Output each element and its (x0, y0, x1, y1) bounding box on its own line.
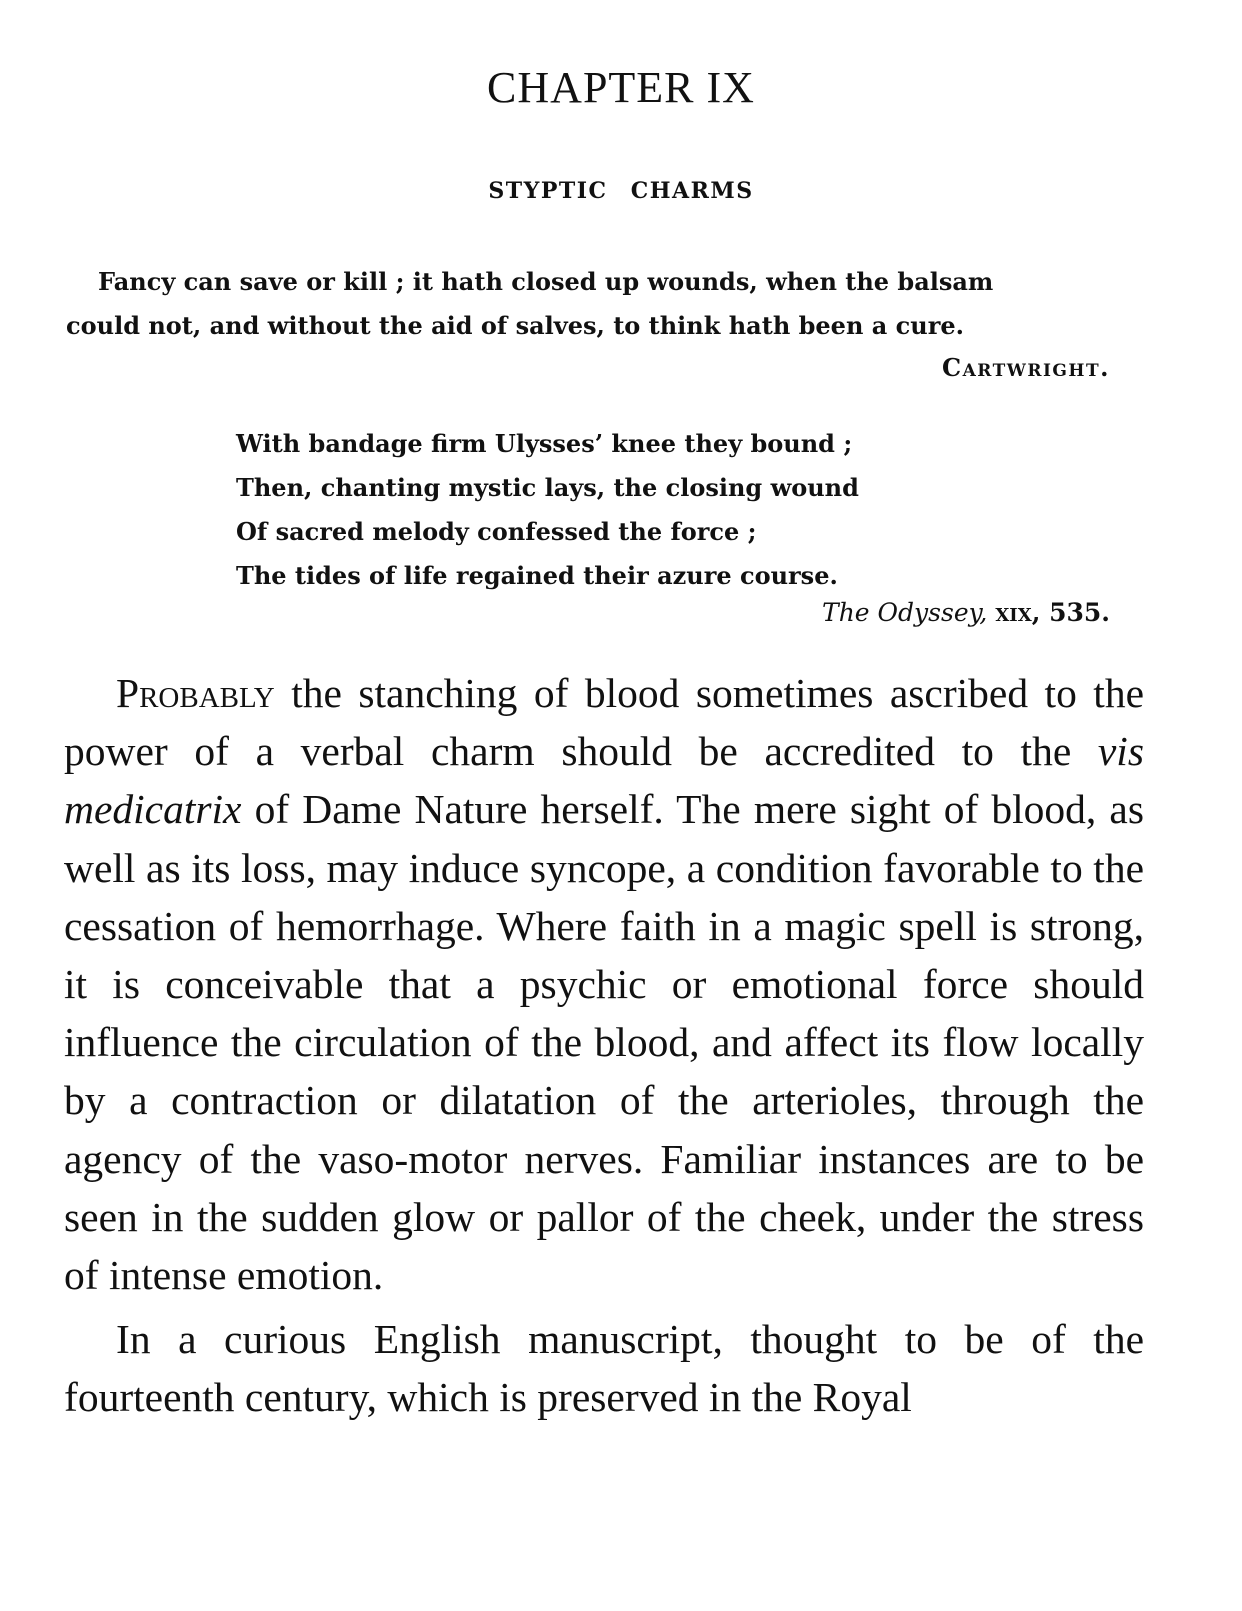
verse-epigraph-attribution (822, 598, 1110, 627)
attribution-work-title: The Odyssey, (822, 598, 988, 627)
body-text (64, 664, 1144, 1427)
prose-epigraph-attribution: Cartwright. (941, 353, 1110, 382)
verse-line: Then, chanting mystic lays, the closing wound (236, 473, 859, 502)
paragraph-1-text-b: of Dame Nature herself. The mere sight of blood, as well as its loss, may induce syncope, a condition favorable to the cessation of hemorrhage. Where faith in a magic spell is strong, it is conceivable that a psychic or emotional force should influence the circulation of the blood, and affect its flow locally by a contraction or dilatation of the arterioles, through the agency of the vaso-motor nerves. Familiar instances are to be seen in the sudden glow or pallor of the cheek, under the stress of intense emotion. (64, 786, 1144, 1299)
chapter-title: CHAPTER IX (487, 63, 755, 112)
verse-epigraph (236, 422, 859, 598)
paragraph-2: In a curious English manuscript, thought to be of the fourteenth century, which is preserved in the Royal (64, 1316, 1144, 1421)
chapter-subtitle: STYPTIC CHARMS (488, 178, 754, 204)
paragraph-1-text-a: the stanching of blood sometimes ascribed to the power of a verbal charm should be accredited to the (64, 670, 1144, 775)
prose-epigraph (66, 260, 1144, 348)
verse-line: Of sacred melody confessed the force ; (236, 517, 757, 546)
prose-epigraph-line-2: could not, and without the aid of salves, to think hath been a cure. (66, 311, 964, 340)
paragraph-1 (64, 664, 1144, 1304)
verse-line: With bandage firm Ulysses’ knee they bound ; (236, 429, 853, 458)
latin-phrase: vis medicatrix (64, 728, 1144, 833)
verse-line: The tides of life regained their azure course. (236, 561, 838, 590)
prose-epigraph-line-1: Fancy can save or kill ; it hath closed up wounds, when the balsam (98, 267, 994, 296)
attribution-location: xix, 535. (995, 598, 1110, 627)
paragraph-lead-word: Probably (116, 670, 275, 716)
